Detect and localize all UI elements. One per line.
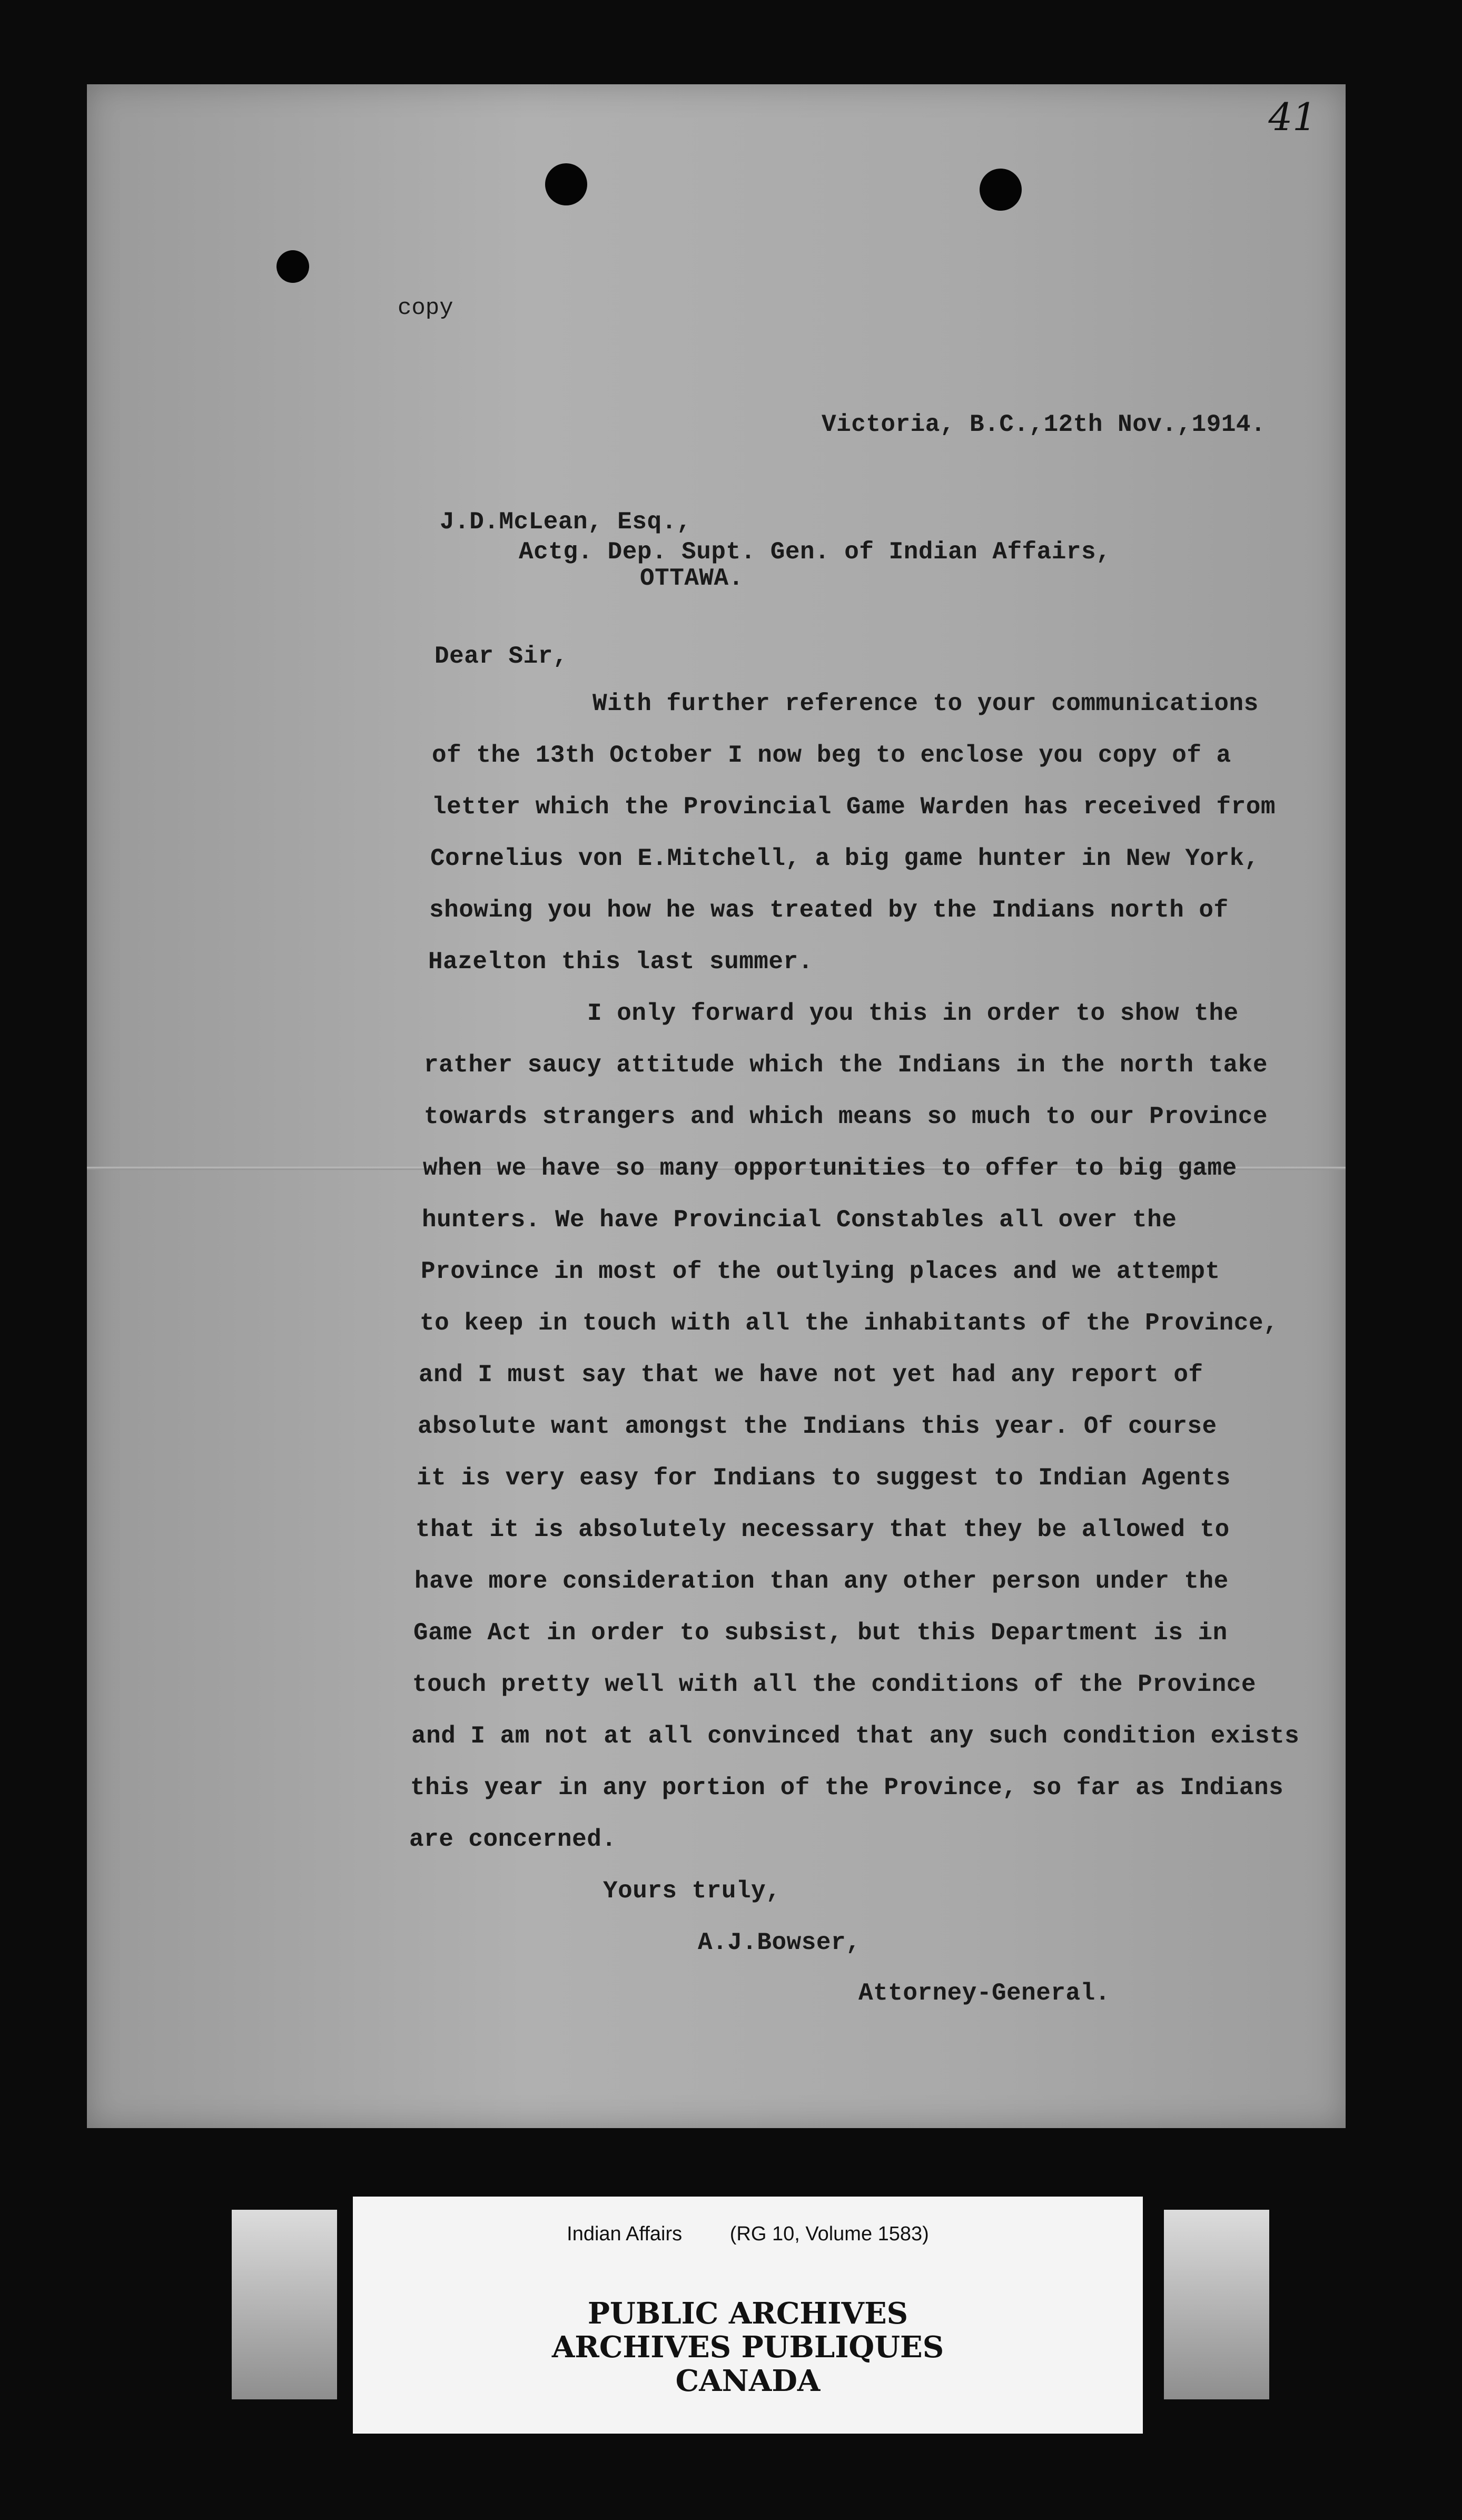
body-line: have more consideration than any other person under the [414, 1568, 1229, 1595]
body-line: are concerned. [409, 1826, 617, 1853]
address-line: J.D.McLean, Esq., [440, 508, 692, 536]
body-line: when we have so many opportunities to offer to big game [423, 1155, 1237, 1182]
body-line: letter which the Provincial Game Warden has received from [432, 793, 1276, 821]
body-line: I only forward you this in order to show the [587, 1000, 1239, 1027]
page-number: 41 [1268, 95, 1317, 139]
body-line: it is very easy for Indians to suggest to Indian Agents [417, 1464, 1231, 1492]
punch-hole [980, 169, 1022, 211]
salutation: Dear Sir, [434, 643, 568, 670]
archive-clip [232, 2210, 337, 2399]
archive-stamp [353, 2297, 1143, 2398]
body-line: that it is absolutely necessary that they be allowed to [416, 1516, 1230, 1543]
body-line: Province in most of the outlying places and we attempt [421, 1258, 1220, 1285]
body-line: rather saucy attitude which the Indians in the north take [424, 1051, 1268, 1079]
date-line: Victoria, B.C.,12th Nov.,1914. [822, 411, 1266, 438]
collection-name: Indian Affairs [567, 2223, 683, 2245]
body-line: this year in any portion of the Province, so far as Indians [410, 1774, 1284, 1802]
body-line: absolute want amongst the Indians this year. Of course [418, 1413, 1217, 1440]
body-line: to keep in touch with all the inhabitants of the Province, [420, 1310, 1279, 1337]
reference-line [353, 2223, 1143, 2246]
archive-label-card [353, 2197, 1143, 2434]
body-line: Game Act in order to subsist, but this Department is in [413, 1619, 1228, 1647]
punch-hole [276, 250, 309, 283]
address-line: OTTAWA. [640, 565, 744, 592]
body-line: touch pretty well with all the conditions of the Province [412, 1671, 1256, 1698]
punch-hole [545, 163, 587, 205]
archive-line-fr: ARCHIVES PUBLIQUES [551, 2330, 944, 2365]
body-line: hunters. We have Provincial Constables all over the [422, 1206, 1177, 1234]
archive-line-en: PUBLIC ARCHIVES [587, 2296, 908, 2331]
document-page [87, 84, 1346, 2128]
signature-name: A.J.Bowser, [698, 1929, 861, 1956]
collection-reference: (RG 10, Volume 1583) [729, 2223, 929, 2245]
body-line: With further reference to your communications [592, 690, 1259, 717]
body-line: of the 13th October I now beg to enclose you copy of a [432, 742, 1231, 769]
body-line: and I must say that we have not yet had any report of [419, 1361, 1203, 1389]
signature-title: Attorney-General. [858, 1980, 1110, 2007]
address-line: Actg. Dep. Supt. Gen. of Indian Affairs, [519, 538, 1111, 566]
archive-clip [1164, 2210, 1269, 2399]
body-line: and I am not at all convinced that any such condition exists [411, 1722, 1300, 1750]
body-line: Cornelius von E.Mitchell, a big game hunter in New York, [430, 845, 1259, 872]
archive-line-country: CANADA [675, 2364, 821, 2398]
body-line: showing you how he was treated by the Indians north of [429, 897, 1229, 924]
copy-label: copy [398, 295, 453, 321]
closing: Yours truly, [603, 1877, 781, 1905]
body-line: Hazelton this last summer. [428, 948, 813, 976]
body-line: towards strangers and which means so much to our Province [424, 1103, 1268, 1130]
